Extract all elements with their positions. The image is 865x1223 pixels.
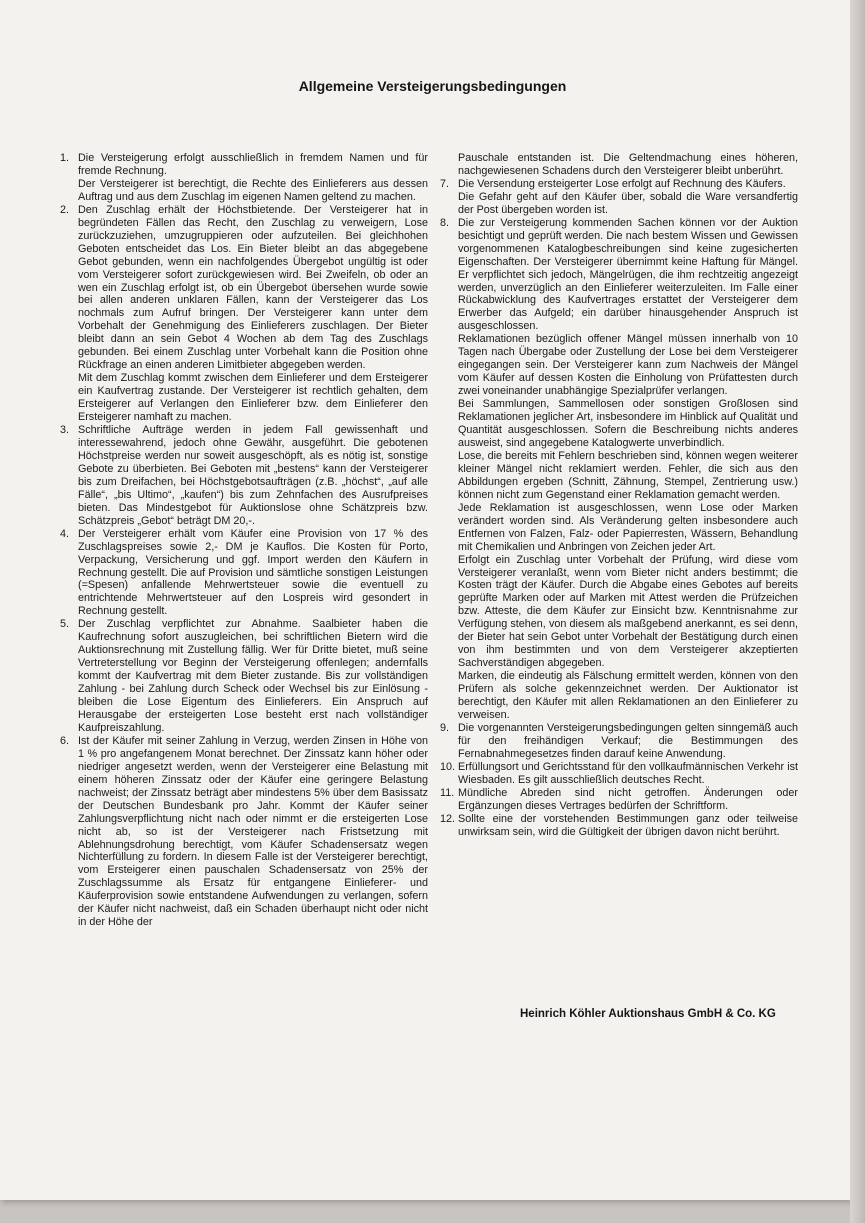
clause-number: 7.	[440, 177, 450, 190]
clause-paragraph: Den Zuschlag erhält der Höchstbietende. Der Versteigerer hat in begründeten Fällen das Recht, den Zuschlag zu verweigern, Lose zurückzuziehen, umzugruppieren oder aufzuteilen. Bei gleichhohen Geboten entscheidet das Los. Ein Bieter bleibt an das abgegebene Gebot gebunden, wenn ein nachfolgendes Übergebot ungültig ist oder vom Versteigerer sofort zurückgewiesen wird. Bei Zweifeln, ob oder an wen ein Zuschlag erfolgt ist, ob ein Übergebot übersehen wurde sowie bei allen anderen unklaren Fällen, kann der Versteigerer das Los nochmals zum Aufruf bringen. Der Versteigerer kann unter dem Vorbehalt der Genehmigung des Einlieferers zuschlagen. Der Bieter bleibt dann an sein Gebot 4 Wochen ab dem Tag des Zuschlags gebunden. Bei einem Zuschlag unter Vorbehalt kann die Position ohne Rückfrage an einen anderen Limitbieter abgegeben werden.	[78, 203, 428, 372]
clause-9	[440, 722, 798, 761]
clause-paragraph: Die vorgenannten Versteigerungsbedingungen gelten sinngemäß auch für den freihändigen Verkauf; die Bestimmungen des Fernabnahmegesetzes finden darauf keine Anwendung.	[458, 721, 798, 760]
document-title: Allgemeine Versteigerungsbedingungen	[298, 78, 567, 94]
clause-paragraph: Erfolgt ein Zuschlag unter Vorbehalt der Prüfung, wird diese vom Versteigerer veranlaßt, wenn vom Bieter nicht anders bestimmt; die Kosten trägt der Käufer. Durch die Abgabe eines Gebotes auf bereits geprüfte Marken oder auf Marken mit Attest werden die Prüfzeichen bzw. Atteste, die dem Käufer zur Einsicht bzw. Kenntnisnahme zur Verfügung stehen, von diesem als maßgebend anerkannt, es sei denn, der Bieter hat sein Gebot unter Vorbehalt der Bestätigung durch einen von ihm bestimmten und von dem Versteigerer akzeptierten Sachverständigen abgegeben.	[458, 553, 798, 670]
left-column	[60, 152, 428, 929]
clause-paragraph: Jede Reklamation ist ausgeschlossen, wenn Lose oder Marken verändert worden sind. Als Veränderung gelten insbesondere auch Entfernen von Falzen, Falz- oder Papierresten, Wässern, Behandlung mit Chemikalien und Anbringen von Zeichen jeder Art.	[458, 501, 798, 553]
clause-paragraph: Die Versendung ersteigerter Lose erfolgt auf Rechnung des Käufers.	[458, 177, 786, 190]
clause-paragraph: Mit dem Zuschlag kommt zwischen dem Einlieferer und dem Ersteigerer ein Kaufvertrag zustande. Der Versteigerer ist rechtlich gehalten, dem Ersteigerer auf Verlangen den Einlieferer bzw. dem Einlieferer den Ersteigerer namhaft zu machen.	[78, 372, 428, 424]
clause-3	[60, 424, 428, 528]
clause-paragraph: Erfüllungsort und Gerichtsstand für den vollkaufmännischen Verkehr ist Wiesbaden. Es gilt ausschließlich deutsches Recht.	[458, 760, 798, 786]
clause-paragraph: Die Versteigerung erfolgt ausschließlich in fremdem Namen und für fremde Rechnung.	[78, 152, 428, 177]
clause-7	[440, 178, 798, 217]
clause-paragraph: Der Zuschlag verpflichtet zur Abnahme. Saalbieter haben die Kaufrechnung sofort auszugleichen, bei schriftlichen Bietern wird die Auktionsrechnung mit Zustellung fällig. Wer für Dritte bietet, muß seine Vertreterstellung vor Beginn der Versteigerung offenlegen; andernfalls kommt der Kaufvertrag mit dem Bieter zustande. Bis zur vollständigen Zahlung - bei Zahlung durch Scheck oder Wechsel bis zur Einlösung - bleiben die Lose Eigentum des Einlieferers. Ein Anspruch auf Herausgabe der ersteigerten Lose besteht erst nach vollständiger Kaufpreiszahlung.	[78, 618, 428, 734]
clause-paragraph: Die zur Versteigerung kommenden Sachen können vor der Auktion besichtigt und geprüft werden. Die nach bestem Wissen und Gewissen vorgenommenen Katalogbeschreibungen sind keine zugesicherten Eigenschaften. Der Versteigerer übernimmt keine Haftung für Mängel. Er verpflichtet sich jedoch, Mängelrügen, die ihm rechtzeitig angezeigt werden, unverzüglich an den Einlieferer weiterzuleiten. Im Falle einer Rückabwicklung des Kaufvertrages erstattet der Versteigerer dem Erwerber das Aufgeld; ein darüber hinausgehender Anspruch ist ausgeschlossen.	[458, 216, 798, 333]
clause-number: 11.	[440, 786, 455, 799]
clause-1	[60, 152, 428, 204]
clause-paragraph: Die Gefahr geht auf den Käufer über, sobald die Ware versandfertig der Post übergeben worden ist.	[458, 190, 798, 216]
clause-2	[60, 204, 428, 424]
clause-number: 2.	[60, 203, 70, 216]
clause-paragraph: Lose, die bereits mit Fehlern beschrieben sind, können wegen weiterer kleiner Mängel nicht reklamiert werden. Fehler, die sich aus den Abbildungen ergeben (Schnitt, Zähnung, Stempel, Zentrierung usw.) können nicht zum Gegenstand einer Reklamation gemacht werden.	[458, 449, 798, 501]
clause-paragraph: Reklamationen bezüglich offener Mängel müssen innerhalb von 10 Tagen nach Übergabe oder Zustellung der Lose bei dem Versteigerer eingegangen sein. Der Versteigerer kann zum Nachweis der Mängel vom Käufer auf dessen Kosten die Einholung von Prüfattesten durch zwei voneinander unabhängige Spezialprüfer verlangen.	[458, 333, 798, 398]
clause-4	[60, 528, 428, 619]
clause-paragraph: Der Versteigerer erhält vom Käufer eine Provision von 17 % des Zuschlagspreises sowie 2,- DM je Kauflos. Die Kosten für Porto, Verpackung, Versicherung und ggf. Import werden den Käufern in Rechnung gestellt. Die auf Provision und sämtliche sonstigen Leistungen (=Spesen) anfallende Mehrwertsteuer sowie die eventuell zu entrichtende Mehrwertsteuer auf den Lospreis wird gesondert in Rechnung gestellt.	[78, 527, 428, 618]
clause-paragraph: Marken, die eindeutig als Fälschung ermittelt werden, können von den Prüfern als solche gekennzeichnet werden. Der Auktionator ist berechtigt, den Käufer mit allen Reklamationen an den Einlieferer zu verweisen.	[458, 670, 798, 721]
clause-10	[440, 761, 798, 787]
clause-number: 10.	[440, 760, 456, 773]
right-column	[440, 152, 798, 839]
clause-paragraph: Ist der Käufer mit seiner Zahlung in Verzug, werden Zinsen in Höhe von 1 % pro angefangenem Monat berechnet. Der Zinssatz kann höher oder niedriger angesetzt werden, wenn der Versteigerer eine Belastung mit einem höheren Zinssatz oder der Käufer eine geringere Belastung nachweist; der Zinssatz beträgt aber mindestens 5% über dem Basissatz der Deutschen Bundesbank pro Jahr. Kommt der Käufer seiner Zahlungsverpflichtung nicht nach oder nimmt er die ersteigerten Lose nicht ab, so ist der Versteigerer nach Fristsetzung mit Ablehnungsdrohung berechtigt, vom Käufer Schadensersatz wegen Nichterfüllung zu fordern. In diesem Falle ist der Versteigerer berechtigt, vom Ersteigerer einen pauschalen Schadensersatz von 25% der Zuschlagssumme als Ersatz für entgangene Einlieferer- und Käuferprovision sowie entstandene Aufwendungen zu verlangen, sofern der Käufer nicht nachweist, daß ein Schaden überhaupt nicht oder nicht in der Höhe der	[78, 734, 428, 929]
clause-paragraph: Schriftliche Aufträge werden in jedem Fall gewissenhaft und interessewahrend, jedoch ohne Gewähr, ausgeführt. Die gebotenen Höchstpreise werden nur soweit ausgeschöpft, als es nötig ist, sonstige Gebote zu überbieten. Bei Geboten mit „bestens“ kann der Versteigerer bis zum Dreifachen, bei Höchstgebotsaufträgen (z.B. „höchst“, „auf alle Fälle“, „bis Ultimo“, „kaufen“) bis zum Zehnfachen des Ausrufpreises bieten. Das Mindestgebot für Auktionslose ohne Schätzpreis bzw. Schätzpreis „Gebot“ beträgt DM 20,-.	[78, 424, 428, 527]
clause-paragraph: Der Versteigerer ist berechtigt, die Rechte des Einlieferers aus dessen Auftrag und aus dem Zuschlag im eigenen Namen geltend zu machen.	[78, 177, 428, 203]
clause-5	[60, 618, 428, 735]
clause-number: 3.	[60, 424, 70, 437]
company-signature: Heinrich Köhler Auktionshaus GmbH & Co. KG	[520, 1008, 776, 1020]
clause-number: 8.	[440, 216, 450, 229]
page-edge	[850, 0, 865, 1223]
clause-6	[60, 735, 428, 929]
clause-number: 9.	[440, 721, 450, 734]
clause-paragraph: Pauschale entstanden ist. Die Geltendmachung eines höheren, nachgewiesenen Schadens durch den Versteigerer bleibt unberührt.	[458, 152, 798, 177]
clause-12	[440, 813, 798, 839]
clause-number: 4.	[60, 527, 70, 540]
clause-number: 6.	[60, 734, 70, 747]
clause-paragraph: Mündliche Abreden sind nicht getroffen. Änderungen oder Ergänzungen dieses Vertrages bedürfen der Schriftform.	[458, 786, 798, 812]
clause-number: 12.	[440, 812, 456, 825]
clause-number: 1.	[60, 152, 70, 164]
clause-paragraph: Bei Sammlungen, Sammellosen oder sonstigen Großlosen sind Reklamationen jeglicher Art, insbesondere im Hinblick auf Qualität und Quantität ausgeschlossen. Sofern die Beschreibung nichts anderes ausweist, sind angegebene Katalogwerte unverbindlich.	[458, 398, 798, 449]
clause-11	[440, 787, 798, 813]
clause-number: 5.	[60, 618, 70, 631]
clause-paragraph: Sollte eine der vorstehenden Bestimmungen ganz oder teilweise unwirksam sein, wird die Gültigkeit der übrigen davon nicht berührt.	[458, 812, 798, 838]
clause-6-continuation	[440, 152, 798, 178]
clause-8	[440, 217, 798, 722]
